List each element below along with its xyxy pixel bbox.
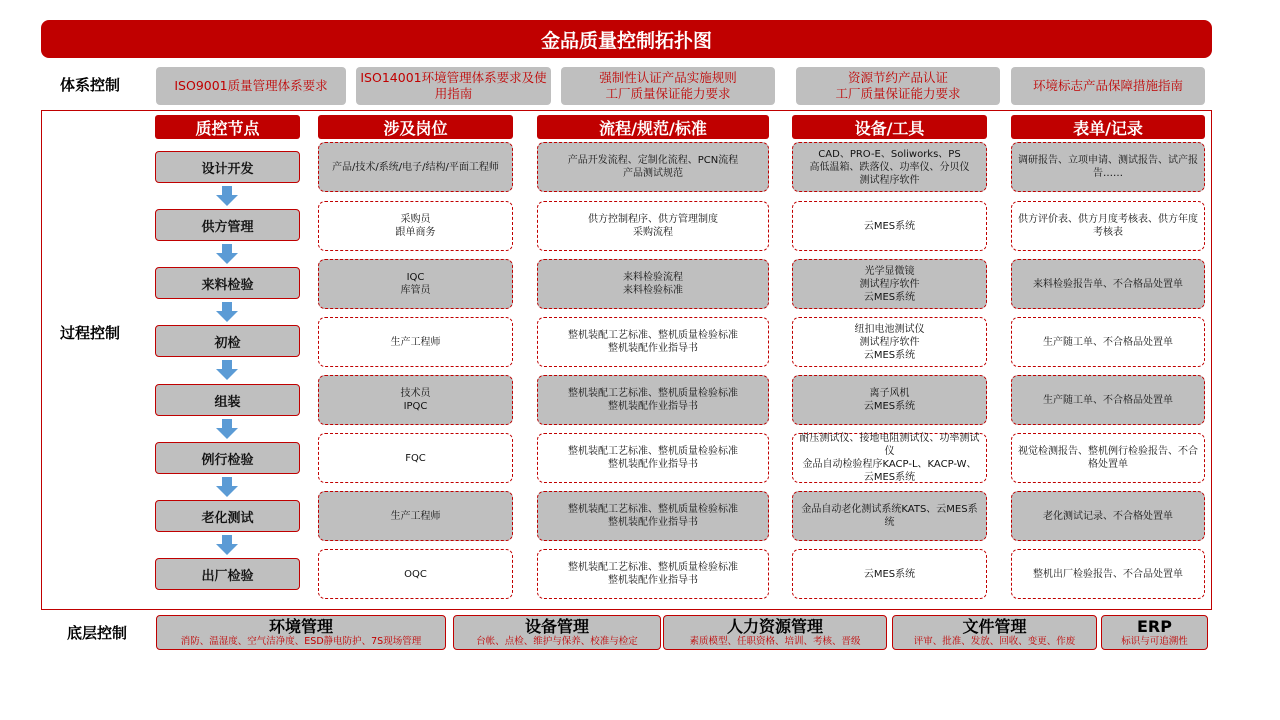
down-arrow-icon [216, 244, 238, 264]
down-arrow-icon [216, 302, 238, 322]
base-box [156, 615, 446, 650]
qc-node: 供方管理 [155, 209, 300, 241]
cell-record: 视觉检测报告、整机例行检验报告、不合格处置单 [1011, 433, 1205, 483]
base-title: ERP [1137, 617, 1172, 636]
process-control-label: 过程控制 [60, 324, 121, 342]
base-title: 文件管理 [962, 617, 1027, 636]
cell-process: 供方控制程序、供方管理制度 采购流程 [537, 201, 769, 251]
base-box [1101, 615, 1208, 650]
cell-equipment: 金品自动老化测试系统KATS、云MES系统 [792, 491, 987, 541]
base-subtitle: 素质模型、任职资格、培训、考核、晋级 [689, 636, 861, 647]
page-title: 金品质量控制拓扑图 [41, 20, 1212, 58]
cell-process: 产品开发流程、定制化流程、PCN流程 产品测试规范 [537, 142, 769, 192]
base-subtitle: 标识与可追溯性 [1121, 636, 1188, 647]
cell-post: 采购员 跟单商务 [318, 201, 513, 251]
cell-process: 整机装配工艺标准、整机质量检验标准 整机装配作业指导书 [537, 549, 769, 599]
cell-equipment: 云MES系统 [792, 201, 987, 251]
cell-equipment: 纽扣电池测试仪 测试程序软件 云MES系统 [792, 317, 987, 367]
qc-node: 来料检验 [155, 267, 300, 299]
cell-record: 供方评价表、供方月度考核表、供方年度考核表 [1011, 201, 1205, 251]
cell-record: 生产随工单、不合格品处置单 [1011, 317, 1205, 367]
cell-post: 生产工程师 [318, 491, 513, 541]
cell-equipment: 光学显微镜 测试程序软件 云MES系统 [792, 259, 987, 309]
cell-record: 来料检验报告单、不合格品处置单 [1011, 259, 1205, 309]
qc-node: 设计开发 [155, 151, 300, 183]
standard-box: ISO14001环境管理体系要求及使用指南 [356, 67, 551, 105]
standard-box: 强制性认证产品实施规则 工厂质量保证能力要求 [561, 67, 775, 105]
down-arrow-icon [216, 360, 238, 380]
base-subtitle: 消防、温湿度、空气洁净度、ESD静电防护、7S现场管理 [180, 636, 422, 647]
column-header: 质控节点 [155, 115, 300, 139]
cell-record: 调研报告、立项申请、测试报告、试产报告…… [1011, 142, 1205, 192]
qc-node: 出厂检验 [155, 558, 300, 590]
cell-record: 整机出厂检验报告、不合品处置单 [1011, 549, 1205, 599]
base-box [663, 615, 887, 650]
base-title: 人力资源管理 [726, 617, 823, 636]
standard-box: 资源节约产品认证 工厂质量保证能力要求 [796, 67, 1000, 105]
cell-post: FQC [318, 433, 513, 483]
column-header: 涉及岗位 [318, 115, 513, 139]
cell-record: 生产随工单、不合格品处置单 [1011, 375, 1205, 425]
standard-box: ISO9001质量管理体系要求 [156, 67, 346, 105]
cell-post: 生产工程师 [318, 317, 513, 367]
cell-equipment: 云MES系统 [792, 549, 987, 599]
qc-node: 组装 [155, 384, 300, 416]
cell-post: OQC [318, 549, 513, 599]
base-subtitle: 评审、批准、发放、回收、变更、作废 [913, 636, 1076, 647]
cell-process: 来料检验流程 来料检验标准 [537, 259, 769, 309]
base-title: 设备管理 [524, 617, 589, 636]
down-arrow-icon [216, 186, 238, 206]
cell-process: 整机装配工艺标准、整机质量检验标准 整机装配作业指导书 [537, 433, 769, 483]
base-control-label: 底层控制 [67, 624, 128, 642]
cell-process: 整机装配工艺标准、整机质量检验标准 整机装配作业指导书 [537, 375, 769, 425]
base-box [453, 615, 661, 650]
column-header: 表单/记录 [1011, 115, 1205, 139]
down-arrow-icon [216, 535, 238, 555]
down-arrow-icon [216, 419, 238, 439]
cell-equipment: 离子风机 云MES系统 [792, 375, 987, 425]
qc-node: 老化测试 [155, 500, 300, 532]
cell-post: IQC 库管员 [318, 259, 513, 309]
qc-node: 例行检验 [155, 442, 300, 474]
down-arrow-icon [216, 477, 238, 497]
base-subtitle: 台帐、点检、维护与保养、校准与检定 [476, 636, 638, 647]
cell-process: 整机装配工艺标准、整机质量检验标准 整机装配作业指导书 [537, 491, 769, 541]
column-header: 流程/规范/标准 [537, 115, 769, 139]
qc-node: 初检 [155, 325, 300, 357]
cell-process: 整机装配工艺标准、整机质量检验标准 整机装配作业指导书 [537, 317, 769, 367]
cell-equipment: CAD、PRO-E、Soliworks、PS 高低温箱、跌落仪、功率仪、分贝仪 测试程序软件 [792, 142, 987, 192]
cell-record: 老化测试记录、不合格处置单 [1011, 491, 1205, 541]
cell-post: 技术员 IPQC [318, 375, 513, 425]
base-title: 环境管理 [268, 617, 333, 636]
cell-equipment: 耐压测试仪、接地电阻测试仪、功率测试仪 金品自动检验程序KACP-L、KACP-W、云MES系统 [792, 433, 987, 483]
column-header: 设备/工具 [792, 115, 987, 139]
cell-post: 产品/技术/系统/电子/结构/平面工程师 [318, 142, 513, 192]
system-control-label: 体系控制 [60, 76, 121, 94]
standard-box: 环境标志产品保障措施指南 [1011, 67, 1205, 105]
base-box [892, 615, 1097, 650]
